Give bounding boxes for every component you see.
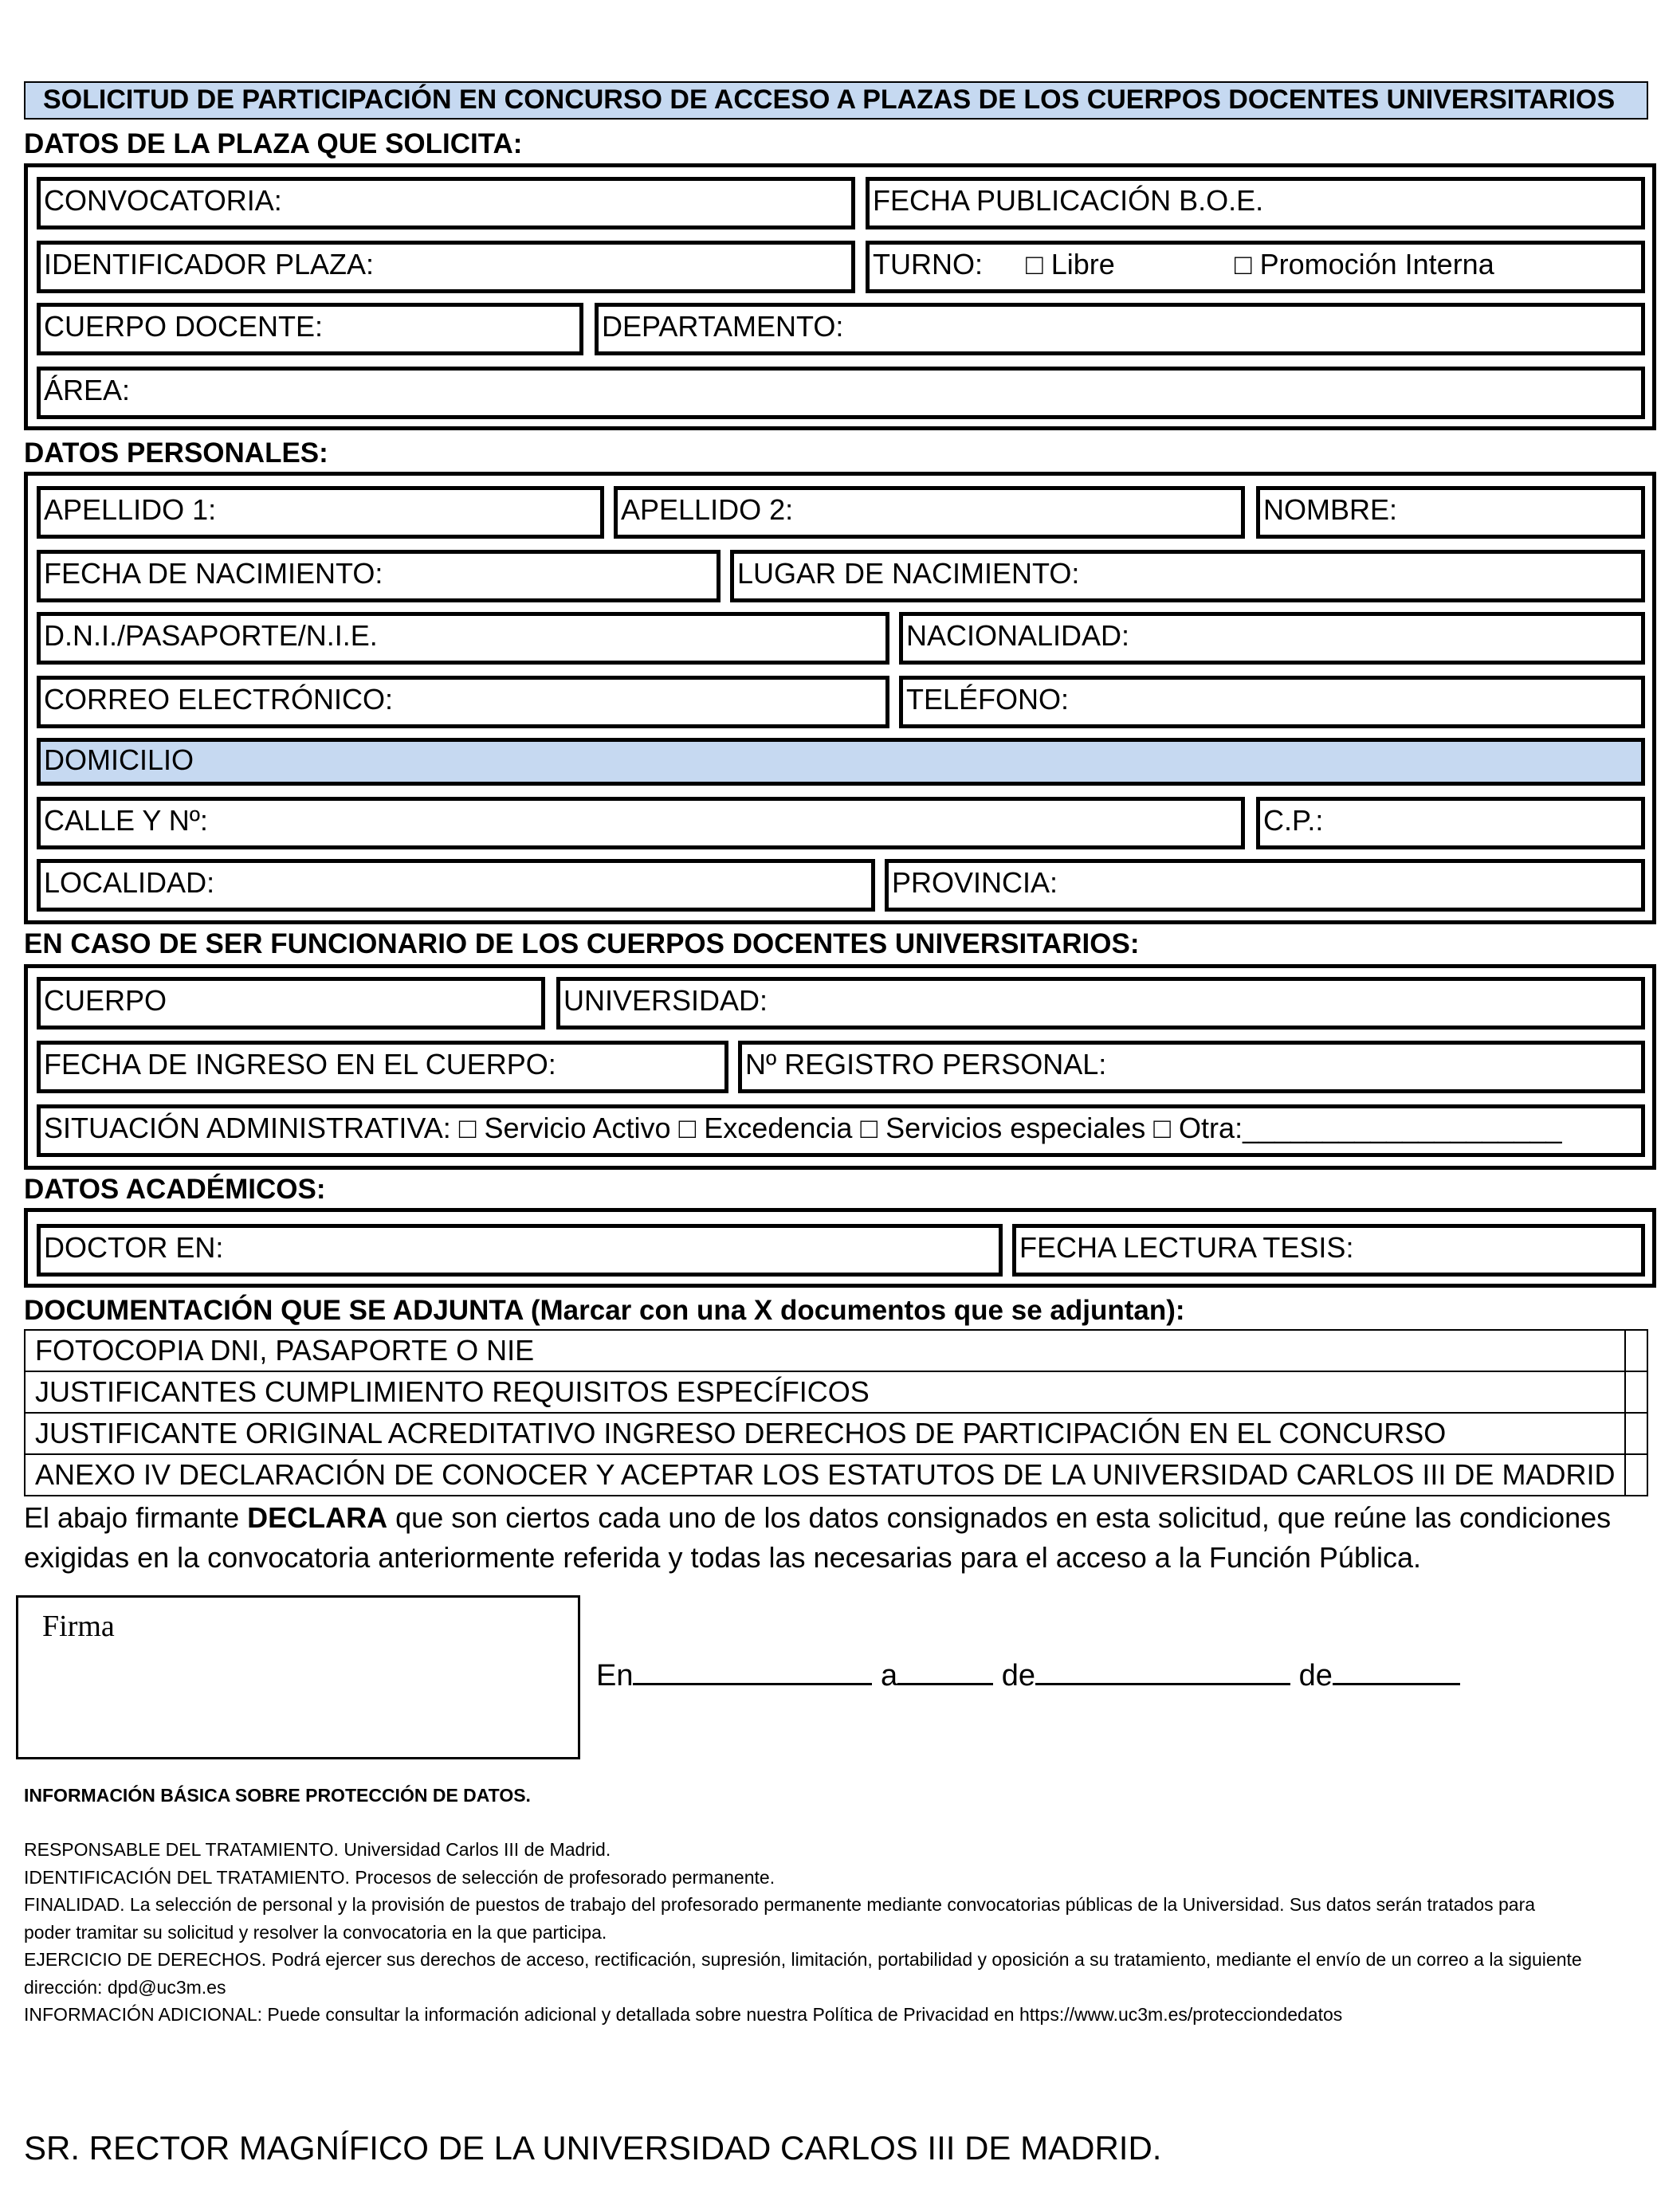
provincia-field[interactable]	[885, 859, 1645, 912]
doc-item-label: JUSTIFICANTE ORIGINAL ACREDITATIVO INGRESO DERECHOS DE PARTICIPACIÓN EN EL CONCURSO	[25, 1413, 1625, 1454]
declaracion-text	[24, 1498, 1650, 1578]
calle-field[interactable]	[37, 797, 1245, 849]
firma-box[interactable]	[16, 1595, 580, 1759]
registro-personal-field[interactable]	[738, 1041, 1645, 1093]
table-row	[25, 1454, 1647, 1496]
fecha-boe-label: FECHA PUBLICACIÓN B.O.E.	[873, 184, 1264, 217]
section-heading-academicos: DATOS ACADÉMICOS:	[24, 1174, 326, 1205]
nacionalidad-field[interactable]	[899, 612, 1645, 665]
doctor-en-field[interactable]	[37, 1224, 1003, 1277]
turno-label: TURNO:	[873, 248, 983, 280]
cp-field[interactable]	[1256, 797, 1645, 849]
section-heading-plaza: DATOS DE LA PLAZA QUE SOLICITA:	[24, 128, 523, 159]
cuerpo-docente-label: CUERPO DOCENTE:	[44, 310, 324, 343]
doc-checkbox[interactable]	[1625, 1454, 1647, 1496]
lugar-fecha-line	[596, 1656, 1460, 1693]
departamento-label: DEPARTAMENTO:	[602, 310, 844, 343]
doc-checkbox[interactable]	[1625, 1371, 1647, 1413]
cuerpo-docente-field[interactable]	[37, 303, 583, 355]
situacion-administrativa-field[interactable]	[37, 1104, 1645, 1157]
fecha-tesis-field[interactable]	[1012, 1224, 1645, 1277]
fecha-ingreso-field[interactable]	[37, 1041, 728, 1093]
lugar-nacimiento-label: LUGAR DE NACIMIENTO:	[737, 557, 1080, 590]
section-heading-documentacion: DOCUMENTACIÓN QUE SE ADJUNTA (Marcar con una X documentos que se adjuntan):	[24, 1295, 1185, 1326]
cuerpo-label: CUERPO	[44, 984, 167, 1017]
situacion-administrativa-label: SITUACIÓN ADMINISTRATIVA: □ Servicio Activo □ Excedencia □ Servicios especiales □ Otra:____________________	[44, 1112, 1562, 1144]
apellido2-field[interactable]	[614, 486, 1245, 539]
doc-item-label: ANEXO IV DECLARACIÓN DE CONOCER Y ACEPTAR LOS ESTATUTOS DE LA UNIVERSIDAD CARLOS III DE MADRID	[25, 1454, 1625, 1496]
mes-blank[interactable]	[1035, 1656, 1290, 1685]
turno-libre-checkbox[interactable]: □ Libre	[1026, 248, 1115, 280]
de1-label: de	[1001, 1659, 1036, 1692]
proteccion-line: INFORMACIÓN ADICIONAL: Puede consultar la información adicional y detallada sobre nuestra Política de Privacidad en https://www.uc3m.es/protecciondedatos	[24, 2004, 1343, 2025]
form-title: SOLICITUD DE PARTICIPACIÓN EN CONCURSO DE ACCESO A PLAZAS DE LOS CUERPOS DOCENTES UNIVERSITARIOS	[24, 81, 1648, 120]
universidad-field[interactable]	[556, 977, 1645, 1030]
fecha-boe-field[interactable]	[866, 177, 1645, 229]
anio-blank[interactable]	[1333, 1656, 1460, 1685]
convocatoria-label: CONVOCATORIA:	[44, 184, 282, 217]
identificador-plaza-label: IDENTIFICADOR PLAZA:	[44, 248, 375, 280]
area-field[interactable]	[37, 367, 1645, 419]
localidad-label: LOCALIDAD:	[44, 866, 215, 899]
provincia-label: PROVINCIA:	[892, 866, 1058, 899]
departamento-field[interactable]	[595, 303, 1645, 355]
apellido2-label: APELLIDO 2:	[621, 493, 794, 526]
correo-field[interactable]	[37, 676, 889, 728]
table-row	[25, 1330, 1647, 1371]
fecha-tesis-label: FECHA LECTURA TESIS:	[1019, 1231, 1354, 1264]
dni-label: D.N.I./PASAPORTE/N.I.E.	[44, 619, 378, 652]
doc-item-label: JUSTIFICANTES CUMPLIMIENTO REQUISITOS ESPECÍFICOS	[25, 1371, 1625, 1413]
a-label: a	[881, 1659, 898, 1692]
dia-blank[interactable]	[897, 1656, 993, 1685]
proteccion-heading: INFORMACIÓN BÁSICA SOBRE PROTECCIÓN DE DATOS.	[24, 1785, 531, 1806]
section-heading-personales: DATOS PERSONALES:	[24, 437, 328, 469]
nombre-label: NOMBRE:	[1263, 493, 1398, 526]
area-label: ÁREA:	[44, 374, 131, 406]
lugar-nacimiento-field[interactable]	[730, 550, 1645, 602]
domicilio-label: DOMICILIO	[44, 743, 194, 776]
section-heading-funcionario: EN CASO DE SER FUNCIONARIO DE LOS CUERPOS DOCENTES UNIVERSITARIOS:	[24, 928, 1140, 959]
universidad-label: UNIVERSIDAD:	[563, 984, 768, 1017]
declaracion-bold: DECLARA	[247, 1501, 388, 1534]
doc-checkbox[interactable]	[1625, 1413, 1647, 1454]
turno-promocion-checkbox[interactable]: □ Promoción Interna	[1234, 248, 1494, 280]
declaracion-pre: El abajo firmante	[24, 1501, 248, 1534]
nombre-field[interactable]	[1256, 486, 1645, 539]
domicilio-header	[37, 738, 1645, 786]
telefono-label: TELÉFONO:	[906, 683, 1070, 716]
telefono-field[interactable]	[899, 676, 1645, 728]
apellido1-field[interactable]	[37, 486, 604, 539]
proteccion-text	[24, 1836, 1586, 2029]
identificador-plaza-field[interactable]	[37, 241, 855, 293]
doc-item-label: FOTOCOPIA DNI, PASAPORTE O NIE	[25, 1330, 1625, 1371]
proteccion-line: EJERCICIO DE DERECHOS. Podrá ejercer sus derechos de acceso, rectificación, supresión, limitación, portabilidad y oposición a su tratamiento, mediante el envío de un correo a la siguiente dirección: dpd@uc3m.es	[24, 1949, 1582, 1998]
cuerpo-field[interactable]	[37, 977, 545, 1030]
dni-field[interactable]	[37, 612, 889, 665]
destinatario: SR. RECTOR MAGNÍFICO DE LA UNIVERSIDAD CARLOS III DE MADRID.	[24, 2129, 1162, 2167]
declaracion-post: que son ciertos cada uno de los datos consignados en esta solicitud, que reúne las condiciones exigidas en la convocatoria anteriormente referida y todas las necesarias para el acceso a la Función Pública.	[24, 1501, 1612, 1574]
fecha-nacimiento-label: FECHA DE NACIMIENTO:	[44, 557, 383, 590]
proteccion-line: IDENTIFICACIÓN DEL TRATAMIENTO. Procesos de selección de profesorado permanente.	[24, 1866, 775, 1888]
registro-personal-label: Nº REGISTRO PERSONAL:	[745, 1048, 1107, 1081]
proteccion-line: FINALIDAD. La selección de personal y la provisión de puestos de trabajo del profesorado permanente mediante convocatorias públicas de la Universidad. Sus datos serán tratados para poder tramitar su solicitud y resolver la convocatoria en la que participa.	[24, 1894, 1536, 1943]
fecha-ingreso-label: FECHA DE INGRESO EN EL CUERPO:	[44, 1048, 556, 1081]
cp-label: C.P.:	[1263, 804, 1324, 837]
proteccion-line: RESPONSABLE DEL TRATAMIENTO. Universidad Carlos III de Madrid.	[24, 1839, 611, 1860]
table-row	[25, 1413, 1647, 1454]
de2-label: de	[1298, 1659, 1333, 1692]
documentacion-table	[24, 1329, 1648, 1496]
doctor-en-label: DOCTOR EN:	[44, 1231, 224, 1264]
convocatoria-field[interactable]	[37, 177, 855, 229]
apellido1-label: APELLIDO 1:	[44, 493, 217, 526]
firma-label: Firma	[42, 1610, 115, 1643]
doc-checkbox[interactable]	[1625, 1330, 1647, 1371]
en-label: En	[596, 1659, 634, 1692]
fecha-nacimiento-field[interactable]	[37, 550, 721, 602]
localidad-field[interactable]	[37, 859, 875, 912]
nacionalidad-label: NACIONALIDAD:	[906, 619, 1130, 652]
calle-label: CALLE Y Nº:	[44, 804, 208, 837]
correo-label: CORREO ELECTRÓNICO:	[44, 683, 394, 716]
lugar-blank[interactable]	[633, 1656, 872, 1685]
table-row	[25, 1371, 1647, 1413]
turno-field	[866, 241, 1645, 293]
